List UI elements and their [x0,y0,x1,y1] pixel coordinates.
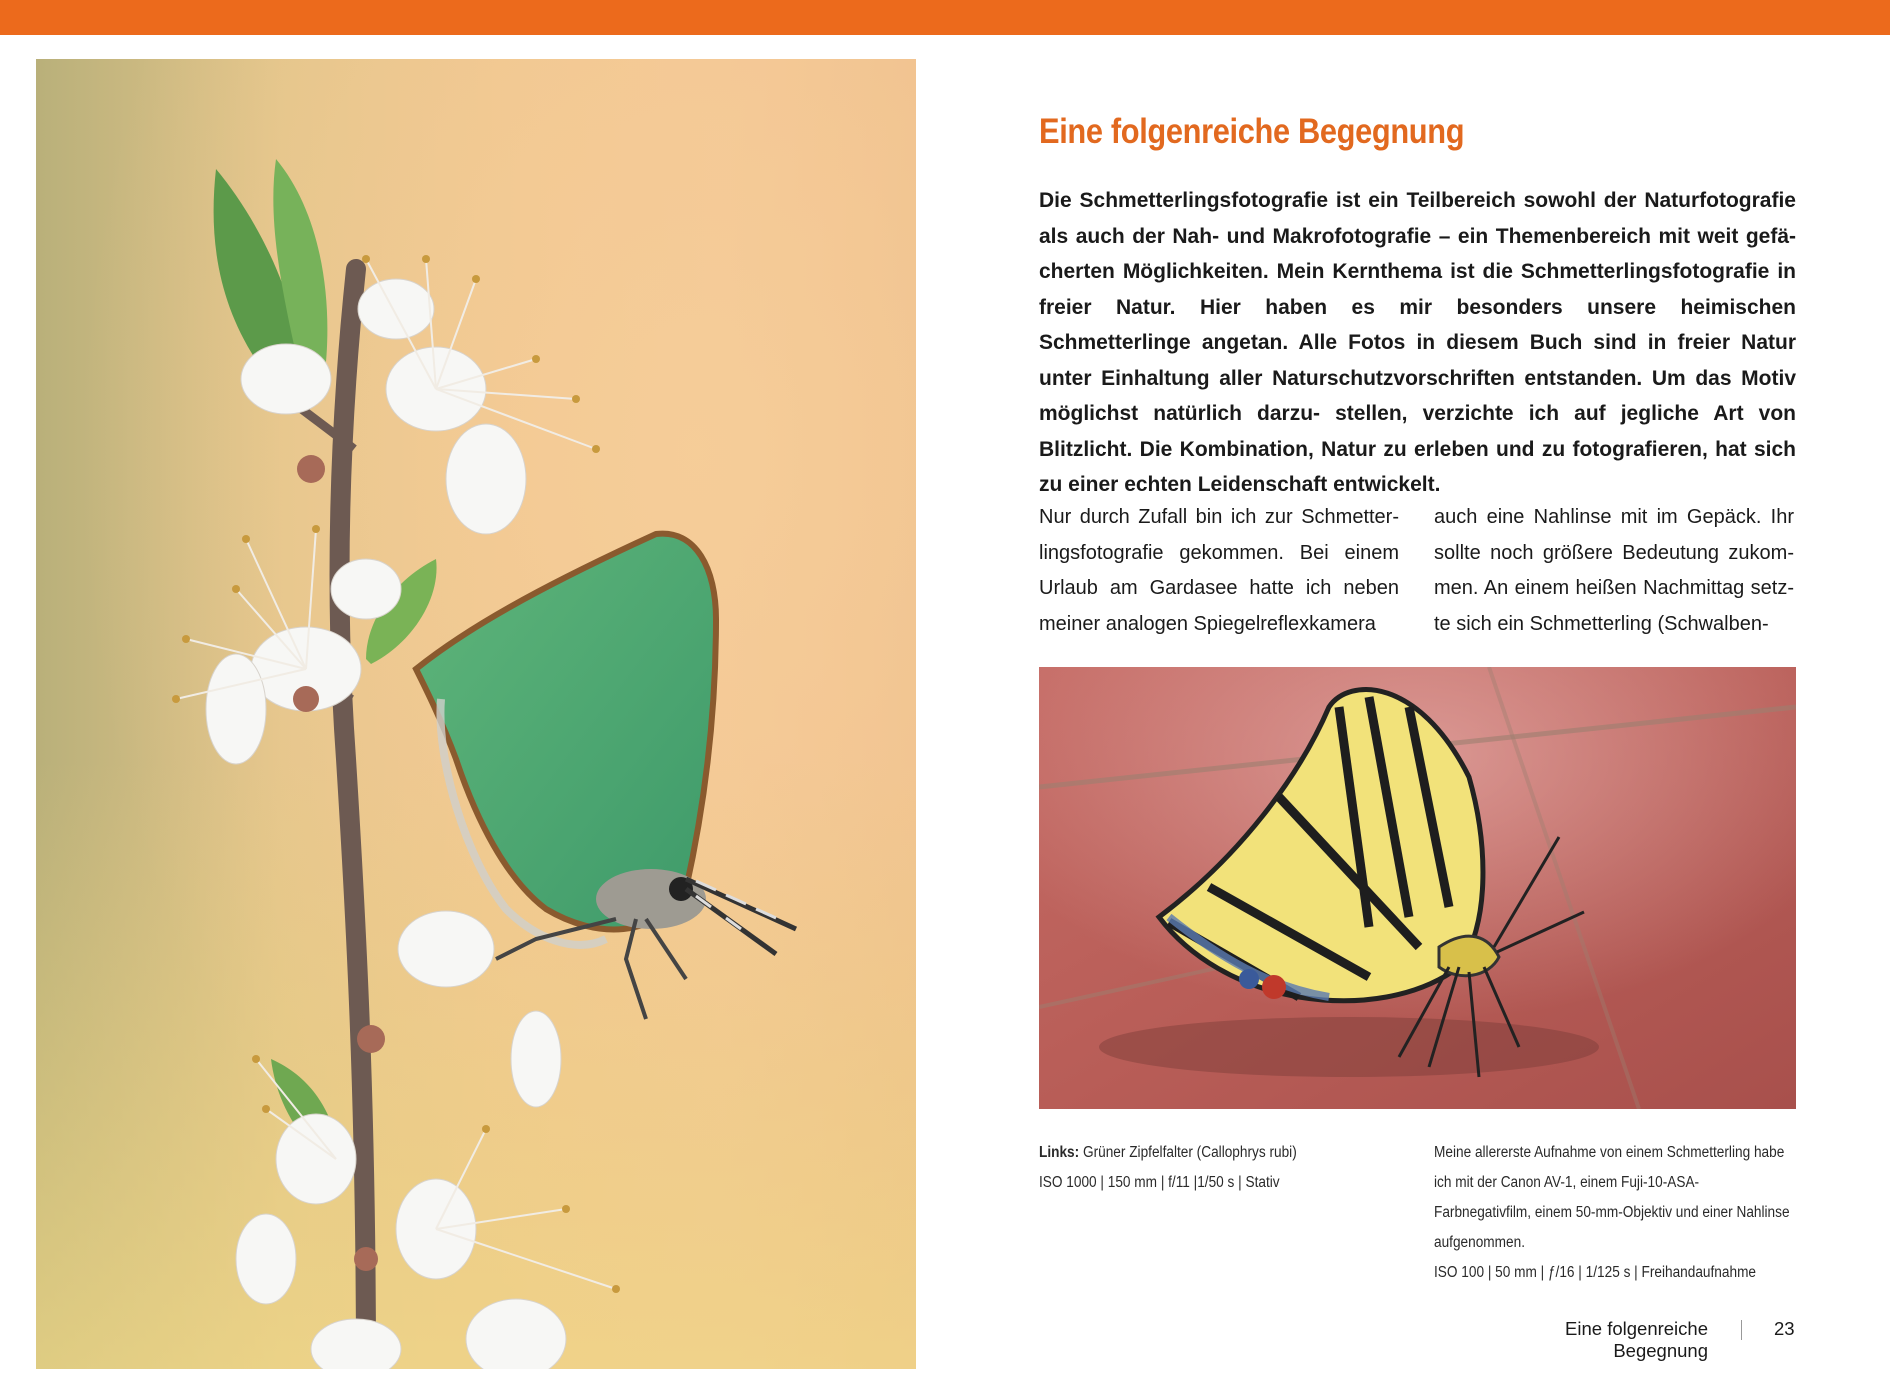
running-title: Eine folgenreiche Begegnung [1565,1318,1708,1361]
page-number: 23 [1774,1318,1795,1339]
caption-left-settings: ISO 1000 | 150 mm | f/11 |1/50 s | Stativ [1039,1174,1280,1191]
top-accent-bar [0,0,1890,35]
body-column-right: auch eine Nahlinse mit im Gepäck. Ihr sollte noch größere Bedeutung zukom- men. An einem heißen Nachmittag setz- te sich ein Schmetterling (Schwalben- [1434,506,1794,635]
photo-swallowtail [1039,667,1796,1109]
footer-separator [1741,1320,1742,1340]
photo-green-hairstreak [36,59,916,1369]
caption-left-label: Links: [1039,1144,1080,1161]
page-heading: Eine folgenreiche Begegnung [1039,112,1465,151]
intro-paragraph: Die Schmetterlingsfotografie ist ein Teilbereich sowohl der Naturfotografie als auch der Nah- und Makrofotografie – ein Themenbereich mit weit gefä- cherten Möglichkeiten. Mein Kernthema ist die Schmetterlingsfotografie in freier Natur. Hier haben es mir besonders unsere heimischen Schmetterlinge angetan. Alle Fotos in diesem Buch sind in freier Natur unter Einhaltung aller Naturschutzvorschriften entstanden. Um das Motiv möglichst natürlich darzu- stellen, verzichte ich auf jegliche Art von Blitzlicht. Die Kombination, Natur zu erleben und zu fotografieren, hat sich zu einer echten Leidenschaft entwickelt. [1039,189,1796,496]
caption-left-species: Grüner Zipfelfalter (Callophrys rubi) [1082,1144,1297,1161]
caption-left-species-line [1039,1138,1391,1168]
body-column-left: Nur durch Zufall bin ich zur Schmetter- lingsfotografie gekommen. Bei einem Urlaub am Gardasee hatte ich neben meiner analogen Spiegelreflexkamera [1039,506,1399,635]
caption-right-text: Meine allererste Aufnahme von einem Schmetterling habe ich mit der Canon AV-1, einem Fuji-10-ASA-Farbnegativfilm, einem 50-mm-Objektiv und einer Nahlinse aufgenommen. [1434,1144,1790,1251]
caption-left [1039,1138,1391,1198]
caption-right-settings: ISO 100 | 50 mm | ƒ/16 | 1/125 s | Freihandaufnahme [1434,1264,1757,1281]
caption-right [1434,1138,1795,1288]
